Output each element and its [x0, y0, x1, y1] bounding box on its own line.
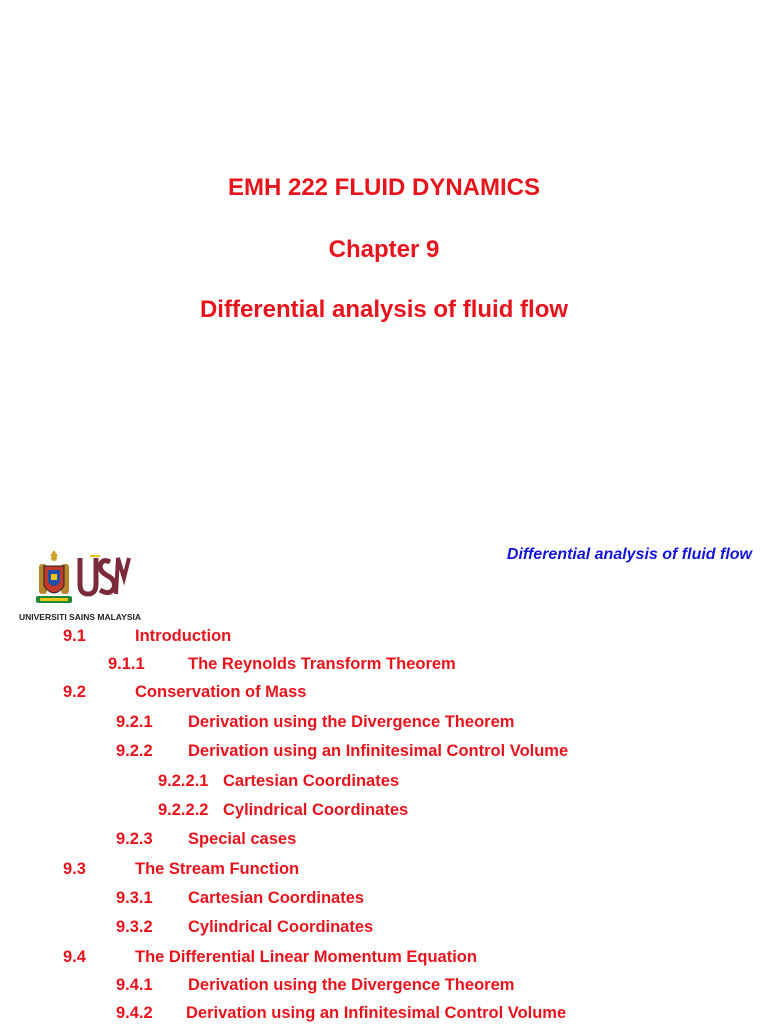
usm-mark-icon: [80, 556, 129, 594]
toc-item-text: The Reynolds Transform Theorem: [188, 655, 456, 673]
toc-item-number: 9.2: [63, 683, 86, 701]
toc-item-text: Cylindrical Coordinates: [223, 801, 409, 819]
toc-item-number: 9.2.3: [116, 830, 153, 848]
toc-item-number: 9.4.2: [116, 1004, 153, 1022]
toc-item-number: 9.4: [63, 948, 86, 966]
toc-item-number: 9.1: [63, 627, 86, 645]
toc-item-text: The Differential Linear Momentum Equation: [135, 948, 477, 966]
toc-item-number: 9.1.1: [108, 655, 145, 673]
toc-item-text: Cylindrical Coordinates: [188, 918, 374, 936]
toc-item-number: 9.2.2.1: [158, 772, 209, 790]
toc-item-number: 9.3.1: [116, 889, 153, 907]
toc-item-text: Derivation using an Infinitesimal Control Volume: [186, 1004, 567, 1022]
toc-item-number: 9.2.2.2: [158, 801, 209, 819]
toc-item-text: Derivation using the Divergence Theorem: [188, 713, 515, 731]
toc-item-text: Conservation of Mass: [135, 683, 307, 701]
logo-text: UNIVERSITI SAINS MALAYSIA: [18, 612, 142, 622]
toc-item-number: 9.2.2: [116, 742, 153, 760]
toc-item-text: Special cases: [188, 830, 297, 848]
toc-item-number: 9.3: [63, 860, 86, 878]
toc-item-text: Derivation using an Infinitesimal Control Volume: [188, 742, 569, 760]
toc-item-number: 9.3.2: [116, 918, 153, 936]
toc-item-text: Cartesian Coordinates: [223, 772, 400, 790]
usm-logo: [18, 548, 142, 624]
crest-icon: [36, 550, 72, 603]
slide-header: Differential analysis of fluid flow: [506, 546, 752, 563]
contents-slide: [0, 530, 768, 1024]
toc-item-text: Derivation using the Divergence Theorem: [188, 976, 515, 994]
course-title: EMH 222 FLUID DYNAMICS: [227, 174, 541, 201]
toc-item-text: Introduction: [135, 627, 232, 645]
toc-item-text: Cartesian Coordinates: [188, 889, 365, 907]
toc-item-number: 9.2.1: [116, 713, 153, 731]
chapter-title: Chapter 9: [328, 236, 440, 263]
chapter-subtitle: Differential analysis of fluid flow: [199, 296, 569, 323]
toc-item-text: The Stream Function: [135, 860, 300, 878]
toc-item-number: 9.4.1: [116, 976, 153, 994]
